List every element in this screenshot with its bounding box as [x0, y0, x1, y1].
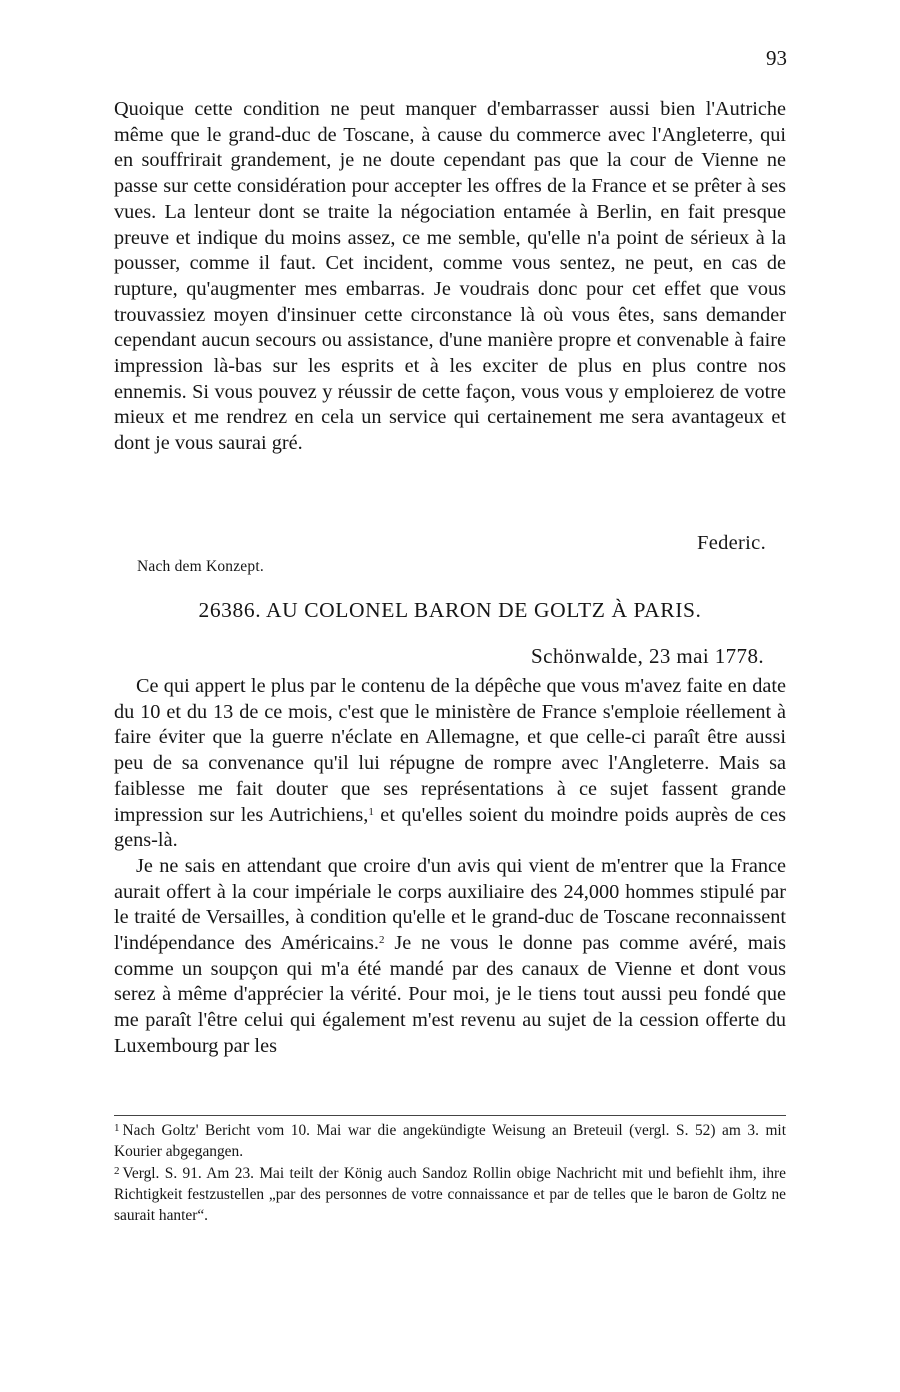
paragraph-text: Je ne sais en attendant que croire d'un avis qui vient de m'entrer que la France aurait offert à la cour impériale le corps auxiliaire des 24,000 hommes stipulé par le traité de Versailles, à condition qu'elle et le grand-duc de Toscane reconnaissent l'indépendance des Américains.	[114, 854, 786, 955]
footnote-reference: 1	[368, 805, 374, 818]
dateline: Schönwalde, 23 mai 1778.	[531, 644, 764, 668]
footnote-reference: 2	[379, 934, 385, 947]
signature: Federic.	[697, 532, 766, 554]
footnote-text: Nach Goltz' Bericht vom 10. Mai war die angekündigte Weisung an Breteuil (vergl. S. 52) am 3. mit Kourier abgegangen.	[114, 1122, 786, 1161]
letter-closing-text	[114, 97, 786, 457]
source-note: Nach dem Konzept.	[137, 558, 264, 575]
letter-heading: 26386. AU COLONEL BARON DE GOLTZ À PARIS.	[198, 598, 702, 622]
footnote-mark: 2	[114, 1164, 120, 1177]
page-number: 93	[766, 46, 787, 70]
footnote-text: Vergl. S. 91. Am 23. Mai teilt der König auch Sandoz Rollin obige Nachricht mit und befiehlt ihm, ihre Richtigkeit festzustellen „par des personnes de votre connaissance et par de telles que le baron de Goltz ne saurait hanter“.	[114, 1164, 786, 1225]
paragraph-text: et qu'elles soient du moindre poids auprès de ces gens-là.	[114, 803, 787, 852]
footnotes	[114, 1120, 786, 1226]
footnote	[114, 1163, 786, 1227]
paragraph-text: Ce qui appert le plus par le contenu de la dépêche que vous m'avez faite en date du 10 et du 13 de ce mois, c'est que le ministère de France s'emploie réellement à faire éviter que la guerre n'éclate en Allemagne, et que celle-ci paraît être aussi peu de sa convenance qu'il lui répugne de rompre avec l'Angleterre. Mais sa faiblesse me fait douter que ses représentations à ce sujet fassent grande impression sur les Autrichiens,	[114, 675, 786, 826]
footnote	[114, 1120, 786, 1163]
letter-body	[114, 674, 786, 1060]
paragraph	[114, 674, 786, 854]
footnote-divider	[114, 1115, 786, 1116]
paragraph: Quoique cette condition ne peut manquer d'embarrasser aussi bien l'Autriche même que le grand-duc de Toscane, à cause du commerce avec l'Angleterre, qui en souffrirait grandement, je ne doute cependant pas que la cour de Vienne ne passe sur cette considération pour accepter les offres de la France et se prêter à ses vues. La lenteur dont se traite la négociation entamée à Berlin, en fait presque preuve et indique du moins assez, ce me semble, qu'elle n'a point de sérieux à la pousser, comme il faut. Cet incident, comme vous sentez, ne peut, en cas de rupture, qu'augmenter mes embarras. Je voudrais donc pour cet effet que vous trouvassiez moyen d'insinuer cette circonstance là où vous êtes, sans demander cependant aucun secours ou assistance, d'une manière propre et convenable à faire impression là-bas sur les esprits et à les exciter de plus en plus contre nos ennemis. Si vous pouvez y réussir de cette façon, vous vous y emploierez de votre mieux et me rendrez en cela un service qui certainement me sera avantageux et dont je vous saurai gré.	[114, 98, 786, 455]
footnote-mark: 1	[114, 1122, 120, 1134]
paragraph-text: Je ne vous le donne pas comme avéré, mais comme un soupçon qui m'a été mandé par des canaux de Vienne et dont vous serez à même d'apprécier la vérité. Pour moi, je le tiens tout aussi peu fondé que me paraît l'être celui qui également m'est revenu au sujet de la cession offerte du Luxembourg par les	[114, 932, 786, 1057]
paragraph	[114, 854, 786, 1060]
